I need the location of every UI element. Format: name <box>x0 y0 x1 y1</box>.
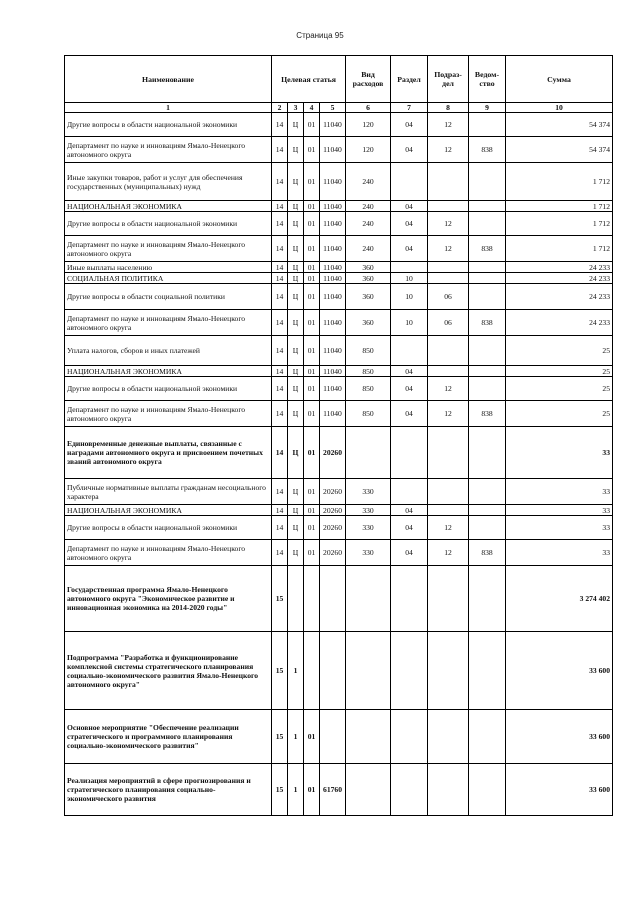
row-name-cell: Департамент по науке и инновациям Ямало-Ненецкого автономного округа <box>65 137 272 163</box>
target-code-sub: 01 <box>304 366 320 377</box>
target-code-program: 14 <box>272 366 288 377</box>
expense-type-cell: 240 <box>346 212 391 236</box>
header-section: Раздел <box>391 56 428 103</box>
target-code-program: 14 <box>272 540 288 566</box>
table-row <box>65 236 613 262</box>
row-name-cell: Уплата налогов, сборов и иных платежей <box>65 336 272 366</box>
amount-cell: 24 233 <box>506 284 613 310</box>
row-name-cell: Другие вопросы в области социальной политики <box>65 284 272 310</box>
table-row <box>65 764 613 816</box>
target-code-article: 11040 <box>320 366 346 377</box>
column-number: 2 <box>272 103 288 113</box>
section-cell <box>391 710 428 764</box>
subsection-cell <box>428 764 469 816</box>
target-code-sub: 01 <box>304 236 320 262</box>
column-number: 6 <box>346 103 391 113</box>
target-code-sub: 01 <box>304 310 320 336</box>
header-name: Наименование <box>65 56 272 103</box>
row-name-cell: НАЦИОНАЛЬНАЯ ЭКОНОМИКА <box>65 366 272 377</box>
expense-type-cell: 120 <box>346 137 391 163</box>
target-code-letter: Ц <box>288 336 304 366</box>
target-code-article <box>320 710 346 764</box>
header-expense-type: Вид расходов <box>346 56 391 103</box>
amount-cell: 33 600 <box>506 764 613 816</box>
target-code-article <box>320 632 346 710</box>
table-row <box>65 163 613 201</box>
ministry-cell <box>469 764 506 816</box>
target-code-sub: 01 <box>304 262 320 273</box>
subsection-cell <box>428 366 469 377</box>
ministry-cell <box>469 273 506 284</box>
target-code-program: 14 <box>272 284 288 310</box>
target-code-letter: Ц <box>288 401 304 427</box>
subsection-cell: 06 <box>428 284 469 310</box>
ministry-cell <box>469 566 506 632</box>
amount-cell: 24 233 <box>506 273 613 284</box>
column-number: 7 <box>391 103 428 113</box>
amount-cell: 1 712 <box>506 212 613 236</box>
section-cell: 04 <box>391 366 428 377</box>
table-row <box>65 366 613 377</box>
table-row <box>65 540 613 566</box>
target-code-sub: 01 <box>304 163 320 201</box>
column-number: 10 <box>506 103 613 113</box>
subsection-cell: 12 <box>428 113 469 137</box>
target-code-program: 14 <box>272 310 288 336</box>
row-name-cell: Другие вопросы в области национальной экономики <box>65 377 272 401</box>
section-cell <box>391 336 428 366</box>
subsection-cell: 12 <box>428 516 469 540</box>
expense-type-cell: 240 <box>346 163 391 201</box>
amount-cell: 33 <box>506 479 613 505</box>
target-code-sub <box>304 632 320 710</box>
table-row <box>65 137 613 163</box>
row-name-cell: Другие вопросы в области национальной экономики <box>65 212 272 236</box>
ministry-cell <box>469 336 506 366</box>
section-cell: 04 <box>391 137 428 163</box>
target-code-program: 14 <box>272 427 288 479</box>
section-cell: 04 <box>391 516 428 540</box>
ministry-cell <box>469 632 506 710</box>
target-code-sub: 01 <box>304 201 320 212</box>
target-code-letter: Ц <box>288 427 304 479</box>
row-name-cell: Подпрограмма "Разработка и функционирование комплексной системы стратегического планирования социально-экономического развития Ямало-Ненецкого автономного округа" <box>65 632 272 710</box>
section-cell: 04 <box>391 212 428 236</box>
ministry-cell <box>469 262 506 273</box>
amount-cell: 25 <box>506 336 613 366</box>
row-name-cell: Публичные нормативные выплаты гражданам несоциального характера <box>65 479 272 505</box>
expense-type-cell: 850 <box>346 366 391 377</box>
row-name-cell: НАЦИОНАЛЬНАЯ ЭКОНОМИКА <box>65 201 272 212</box>
section-cell: 04 <box>391 401 428 427</box>
expense-type-cell: 360 <box>346 262 391 273</box>
expense-type-cell: 240 <box>346 236 391 262</box>
target-code-sub: 01 <box>304 479 320 505</box>
target-code-program: 14 <box>272 336 288 366</box>
table-row <box>65 401 613 427</box>
subsection-cell <box>428 632 469 710</box>
target-code-program: 15 <box>272 710 288 764</box>
amount-cell: 24 233 <box>506 310 613 336</box>
subsection-cell: 12 <box>428 212 469 236</box>
target-code-program: 15 <box>272 632 288 710</box>
target-code-letter: 1 <box>288 710 304 764</box>
target-code-letter: 1 <box>288 632 304 710</box>
row-name-cell: Государственная программа Ямало-Ненецкого автономного округа "Экономическое развитие и инновационная экономика на 2014-2020 годы" <box>65 566 272 632</box>
table-row <box>65 479 613 505</box>
target-code-program: 14 <box>272 163 288 201</box>
subsection-cell <box>428 505 469 516</box>
amount-cell: 1 712 <box>506 236 613 262</box>
ministry-cell <box>469 201 506 212</box>
header-subsection: Подраз-дел <box>428 56 469 103</box>
target-code-sub: 01 <box>304 710 320 764</box>
target-code-sub: 01 <box>304 516 320 540</box>
amount-cell: 25 <box>506 401 613 427</box>
target-code-article: 11040 <box>320 163 346 201</box>
subsection-cell <box>428 479 469 505</box>
expense-type-cell: 850 <box>346 377 391 401</box>
subsection-cell: 12 <box>428 137 469 163</box>
target-code-program: 15 <box>272 566 288 632</box>
ministry-cell <box>469 710 506 764</box>
table-row <box>65 262 613 273</box>
target-code-article: 11040 <box>320 284 346 310</box>
target-code-letter: Ц <box>288 201 304 212</box>
expense-type-cell: 330 <box>346 540 391 566</box>
expense-type-cell: 330 <box>346 516 391 540</box>
target-code-letter: Ц <box>288 479 304 505</box>
target-code-program: 14 <box>272 479 288 505</box>
ministry-cell: 838 <box>469 401 506 427</box>
column-number: 3 <box>288 103 304 113</box>
target-code-article: 11040 <box>320 113 346 137</box>
ministry-cell <box>469 284 506 310</box>
table-row <box>65 632 613 710</box>
target-code-article: 11040 <box>320 377 346 401</box>
expense-type-cell: 120 <box>346 113 391 137</box>
section-cell: 04 <box>391 540 428 566</box>
expense-type-cell <box>346 566 391 632</box>
expense-type-cell: 240 <box>346 201 391 212</box>
column-number: 1 <box>65 103 272 113</box>
target-code-sub <box>304 566 320 632</box>
target-code-program: 14 <box>272 516 288 540</box>
target-code-sub: 01 <box>304 273 320 284</box>
expense-type-cell: 360 <box>346 273 391 284</box>
target-code-article: 11040 <box>320 137 346 163</box>
subsection-cell <box>428 201 469 212</box>
row-name-cell: Департамент по науке и инновациям Ямало-Ненецкого автономного округа <box>65 401 272 427</box>
amount-cell: 25 <box>506 377 613 401</box>
column-number-row <box>65 103 613 113</box>
amount-cell: 33 <box>506 516 613 540</box>
target-code-letter: Ц <box>288 212 304 236</box>
target-code-letter: Ц <box>288 262 304 273</box>
row-name-cell: Единовременные денежные выплаты, связанные с наградами автономного округа и присвоением почетных званий автономного округа <box>65 427 272 479</box>
target-code-sub: 01 <box>304 764 320 816</box>
table-body <box>65 113 613 816</box>
column-number: 5 <box>320 103 346 113</box>
column-number: 4 <box>304 103 320 113</box>
section-cell: 04 <box>391 377 428 401</box>
table-row <box>65 427 613 479</box>
ministry-cell <box>469 366 506 377</box>
target-code-program: 14 <box>272 377 288 401</box>
target-code-sub: 01 <box>304 284 320 310</box>
subsection-cell: 12 <box>428 377 469 401</box>
target-code-program: 14 <box>272 113 288 137</box>
subsection-cell <box>428 427 469 479</box>
ministry-cell <box>469 113 506 137</box>
row-name-cell: НАЦИОНАЛЬНАЯ ЭКОНОМИКА <box>65 505 272 516</box>
section-cell <box>391 163 428 201</box>
target-code-letter: Ц <box>288 366 304 377</box>
target-code-program: 14 <box>272 137 288 163</box>
subsection-cell <box>428 262 469 273</box>
target-code-article: 20260 <box>320 540 346 566</box>
row-name-cell: Иные выплаты населению <box>65 262 272 273</box>
target-code-article: 20260 <box>320 516 346 540</box>
expense-type-cell: 360 <box>346 284 391 310</box>
amount-cell: 54 374 <box>506 137 613 163</box>
row-name-cell: Другие вопросы в области национальной экономики <box>65 516 272 540</box>
column-number: 8 <box>428 103 469 113</box>
target-code-article: 20260 <box>320 427 346 479</box>
target-code-sub: 01 <box>304 427 320 479</box>
table-row <box>65 566 613 632</box>
subsection-cell: 12 <box>428 540 469 566</box>
table-header-row <box>65 56 613 103</box>
expense-type-cell <box>346 710 391 764</box>
ministry-cell <box>469 427 506 479</box>
row-name-cell: Иные закупки товаров, работ и услуг для обеспечения государственных (муниципальных) нужд <box>65 163 272 201</box>
table-row <box>65 212 613 236</box>
expense-type-cell: 850 <box>346 401 391 427</box>
column-number: 9 <box>469 103 506 113</box>
section-cell: 10 <box>391 284 428 310</box>
target-code-article: 11040 <box>320 310 346 336</box>
target-code-letter: Ц <box>288 310 304 336</box>
target-code-program: 14 <box>272 212 288 236</box>
section-cell: 04 <box>391 201 428 212</box>
target-code-program: 14 <box>272 401 288 427</box>
table-row <box>65 284 613 310</box>
target-code-program: 14 <box>272 201 288 212</box>
target-code-program: 15 <box>272 764 288 816</box>
target-code-sub: 01 <box>304 540 320 566</box>
subsection-cell <box>428 566 469 632</box>
subsection-cell <box>428 710 469 764</box>
amount-cell: 25 <box>506 366 613 377</box>
table-row <box>65 113 613 137</box>
budget-table <box>64 55 613 816</box>
amount-cell: 33 600 <box>506 632 613 710</box>
ministry-cell <box>469 377 506 401</box>
amount-cell: 33 <box>506 505 613 516</box>
amount-cell: 24 233 <box>506 262 613 273</box>
section-cell: 10 <box>391 310 428 336</box>
header-target: Целевая статья <box>272 56 346 103</box>
target-code-article: 11040 <box>320 273 346 284</box>
subsection-cell: 12 <box>428 236 469 262</box>
row-name-cell: Департамент по науке и инновациям Ямало-Ненецкого автономного округа <box>65 236 272 262</box>
section-cell: 04 <box>391 505 428 516</box>
table-row <box>65 201 613 212</box>
target-code-sub: 01 <box>304 113 320 137</box>
target-code-program: 14 <box>272 505 288 516</box>
table-row <box>65 336 613 366</box>
subsection-cell <box>428 163 469 201</box>
section-cell: 04 <box>391 113 428 137</box>
amount-cell: 1 712 <box>506 163 613 201</box>
target-code-program: 14 <box>272 262 288 273</box>
target-code-article: 11040 <box>320 262 346 273</box>
expense-type-cell: 850 <box>346 336 391 366</box>
target-code-letter: 1 <box>288 764 304 816</box>
target-code-article: 11040 <box>320 401 346 427</box>
target-code-letter <box>288 566 304 632</box>
expense-type-cell <box>346 427 391 479</box>
ministry-cell: 838 <box>469 540 506 566</box>
section-cell: 04 <box>391 236 428 262</box>
target-code-sub: 01 <box>304 505 320 516</box>
target-code-sub: 01 <box>304 137 320 163</box>
amount-cell: 1 712 <box>506 201 613 212</box>
table-row <box>65 377 613 401</box>
section-cell <box>391 566 428 632</box>
ministry-cell <box>469 163 506 201</box>
table-row <box>65 310 613 336</box>
target-code-letter: Ц <box>288 113 304 137</box>
target-code-article: 61760 <box>320 764 346 816</box>
target-code-article: 11040 <box>320 336 346 366</box>
section-cell <box>391 632 428 710</box>
target-code-letter: Ц <box>288 516 304 540</box>
target-code-sub: 01 <box>304 401 320 427</box>
target-code-letter: Ц <box>288 163 304 201</box>
page-number-label: Страница 95 <box>296 31 344 40</box>
header-ministry: Ведом-ство <box>469 56 506 103</box>
expense-type-cell <box>346 632 391 710</box>
target-code-letter: Ц <box>288 505 304 516</box>
section-cell <box>391 479 428 505</box>
ministry-cell: 838 <box>469 310 506 336</box>
target-code-letter: Ц <box>288 273 304 284</box>
expense-type-cell: 360 <box>346 310 391 336</box>
row-name-cell: СОЦИАЛЬНАЯ ПОЛИТИКА <box>65 273 272 284</box>
ministry-cell: 838 <box>469 236 506 262</box>
table-row <box>65 710 613 764</box>
expense-type-cell: 330 <box>346 479 391 505</box>
table-row <box>65 273 613 284</box>
target-code-letter: Ц <box>288 236 304 262</box>
expense-type-cell: 330 <box>346 505 391 516</box>
target-code-program: 14 <box>272 236 288 262</box>
amount-cell: 33 600 <box>506 710 613 764</box>
amount-cell: 3 274 402 <box>506 566 613 632</box>
target-code-article: 20260 <box>320 479 346 505</box>
target-code-program: 14 <box>272 273 288 284</box>
subsection-cell: 06 <box>428 310 469 336</box>
target-code-sub: 01 <box>304 377 320 401</box>
target-code-sub: 01 <box>304 212 320 236</box>
target-code-article: 20260 <box>320 505 346 516</box>
section-cell <box>391 764 428 816</box>
target-code-letter: Ц <box>288 137 304 163</box>
target-code-letter: Ц <box>288 540 304 566</box>
target-code-article: 11040 <box>320 201 346 212</box>
ministry-cell: 838 <box>469 137 506 163</box>
amount-cell: 54 374 <box>506 113 613 137</box>
header-amount: Сумма <box>506 56 613 103</box>
expense-type-cell <box>346 764 391 816</box>
amount-cell: 33 <box>506 540 613 566</box>
subsection-cell <box>428 336 469 366</box>
row-name-cell: Другие вопросы в области национальной экономики <box>65 113 272 137</box>
table-row <box>65 516 613 540</box>
ministry-cell <box>469 479 506 505</box>
ministry-cell <box>469 212 506 236</box>
ministry-cell <box>469 516 506 540</box>
target-code-article <box>320 566 346 632</box>
target-code-letter: Ц <box>288 284 304 310</box>
target-code-article: 11040 <box>320 212 346 236</box>
row-name-cell: Департамент по науке и инновациям Ямало-Ненецкого автономного округа <box>65 310 272 336</box>
subsection-cell <box>428 273 469 284</box>
table-row <box>65 505 613 516</box>
section-cell <box>391 262 428 273</box>
section-cell <box>391 427 428 479</box>
row-name-cell: Департамент по науке и инновациям Ямало-Ненецкого автономного округа <box>65 540 272 566</box>
amount-cell: 33 <box>506 427 613 479</box>
target-code-article: 11040 <box>320 236 346 262</box>
row-name-cell: Основное мероприятие "Обеспечение реализации стратегического и программного планирования социально-экономического развития" <box>65 710 272 764</box>
section-cell: 10 <box>391 273 428 284</box>
target-code-letter: Ц <box>288 377 304 401</box>
target-code-sub: 01 <box>304 336 320 366</box>
subsection-cell: 12 <box>428 401 469 427</box>
row-name-cell: Реализация мероприятий в сфере прогнозирования и стратегического планирования социально-экономического развития <box>65 764 272 816</box>
ministry-cell <box>469 505 506 516</box>
